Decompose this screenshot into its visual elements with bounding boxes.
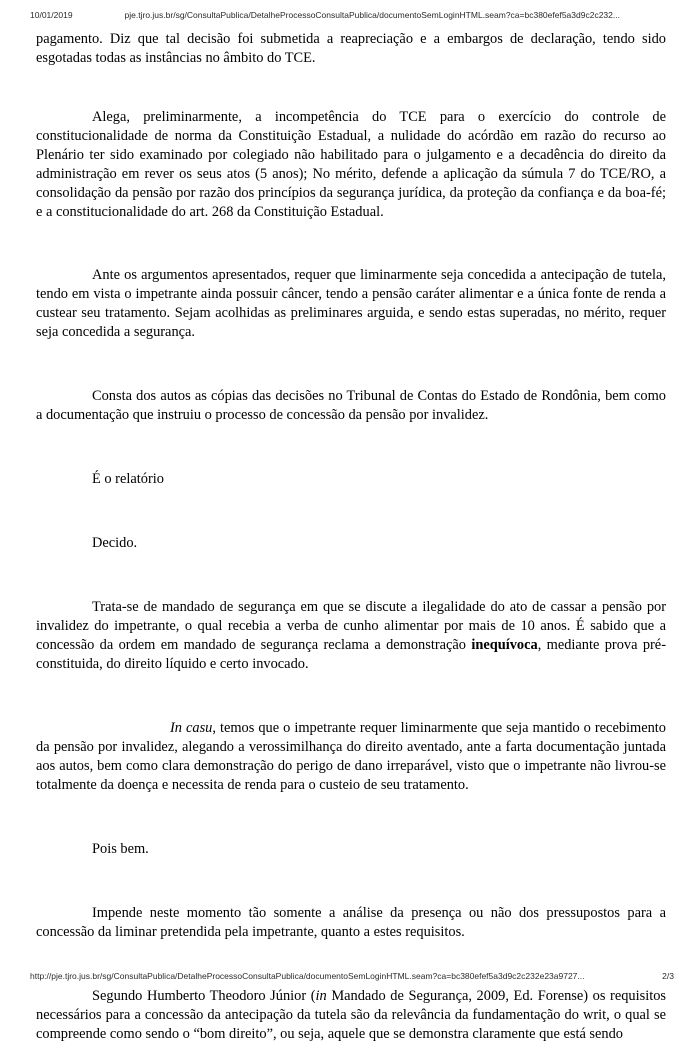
print-header bbox=[0, 10, 700, 20]
paragraph-in-casu bbox=[36, 719, 666, 795]
paragraph-impende: Impende neste momento tão somente a análise da presença ou não dos pressupostos para a concessão da liminar pretendida pela impetrante, quanto a estes requisitos. bbox=[36, 905, 666, 941]
paragraph-alega: Alega, preliminarmente, a incompetência do TCE para o exercício do controle de constitucionalidade de norma da Constituição Estadual, a nulidade do acórdão em razão do recurso ao Plenário ter sido examinado por colegiado não habilitado para o julgamento e a decadência do direito da administração em rever os seus atos (5 anos); No mérito, defende a aplicação da súmula 7 do TCE/RO, a consolidação da pensão por razão dos princípios da segurança jurídica, da proteção da confiança e da boa-fé; e a constitucionalidade do art. 268 da Constituição Estadual. bbox=[36, 109, 666, 221]
paragraph-trata-se-part1: Trata-se de mandado de segurança em que se discute a ilegalidade do ato de cassar a pensão por invalidez do impetrante, o qual recebia a verba de cunho alimentar por mais de 10 anos. É sabido que a concessão da ordem em mandado de segurança reclama a demonstração bbox=[36, 599, 666, 654]
paragraph-segundo-part1: Segundo Humberto Theodoro Júnior ( bbox=[92, 988, 316, 1005]
print-header-url: pje.tjro.jus.br/sg/ConsultaPublica/DetalheProcessoConsultaPublica/documentoSemLoginHTML.seam?ca=bc380efef5a3d9c2c232... bbox=[124, 10, 620, 20]
paragraph-trata-se-emphasis: inequívoca bbox=[471, 637, 538, 654]
paragraph-continuation: pagamento. Diz que tal decisão foi submetida a reapreciação e a embargos de declaração, tendo sido esgotadas todas as instâncias no âmbito do TCE. bbox=[36, 31, 666, 67]
paragraph-segundo-latin: in bbox=[315, 988, 327, 1005]
paragraph-in-casu-rest: , temos que o impetrante requer liminarmente que seja mantido o recebimento da pensão por invalidez, alegando a verossimilhança do direito aventado, ante a farta documentação juntada aos autos, bem como clara demonstração do perigo de dano irreparável, visto que o impetrante não livrou-se totalmente da doença e necessita de renda para o custeio de seu tratamento. bbox=[36, 720, 666, 794]
paragraph-decido: Decido. bbox=[92, 535, 138, 552]
print-header-date: 10/01/2019 bbox=[30, 10, 73, 20]
print-footer bbox=[0, 971, 700, 981]
paragraph-relatorio: É o relatório bbox=[92, 471, 164, 488]
paragraph-pois-bem: Pois bem. bbox=[92, 841, 149, 858]
paragraph-trata-se-part2: , mediante prova pré-constituida, do direito líquido e certo invocado. bbox=[36, 637, 666, 673]
paragraph-trata-se bbox=[36, 598, 666, 674]
print-footer-url: http://pje.tjro.jus.br/sg/ConsultaPublica/DetalheProcessoConsultaPublica/documentoSemLoginHTML.seam?ca=bc380efef5a3d9c2c232e23a9727... bbox=[30, 971, 585, 981]
paragraph-segundo-humberto bbox=[36, 987, 666, 1044]
paragraph-ante-argumentos: Ante os argumentos apresentados, requer que liminarmente seja concedida a antecipação de tutela, tendo em vista o impetrante ainda possuir câncer, tendo a pensão caráter alimentar e a única fonte de renda a custear seu tratamento. Sejam acolhidas as preliminares arguida, e sendo estas superadas, no mérito, requer seja concedida a segurança. bbox=[36, 267, 666, 341]
paragraph-in-casu-latin: In casu bbox=[170, 720, 213, 737]
paragraph-consta-autos: Consta dos autos as cópias das decisões no Tribunal de Contas do Estado de Rondônia, bem como a documentação que instruiu o processo de concessão da pensão por invalidez. bbox=[36, 388, 666, 424]
print-footer-page-number: 2/3 bbox=[662, 971, 674, 981]
paragraph-segundo-part2: Mandado de Segurança, 2009, Ed. Forense) os requisitos necessários para a concessão da antecipação da tutela são da relevância da fundamentação do writ, o qual se compreende como sendo o “bom direito”, ou seja, aquele que se demonstra claramente que está sendo bbox=[36, 988, 666, 1043]
